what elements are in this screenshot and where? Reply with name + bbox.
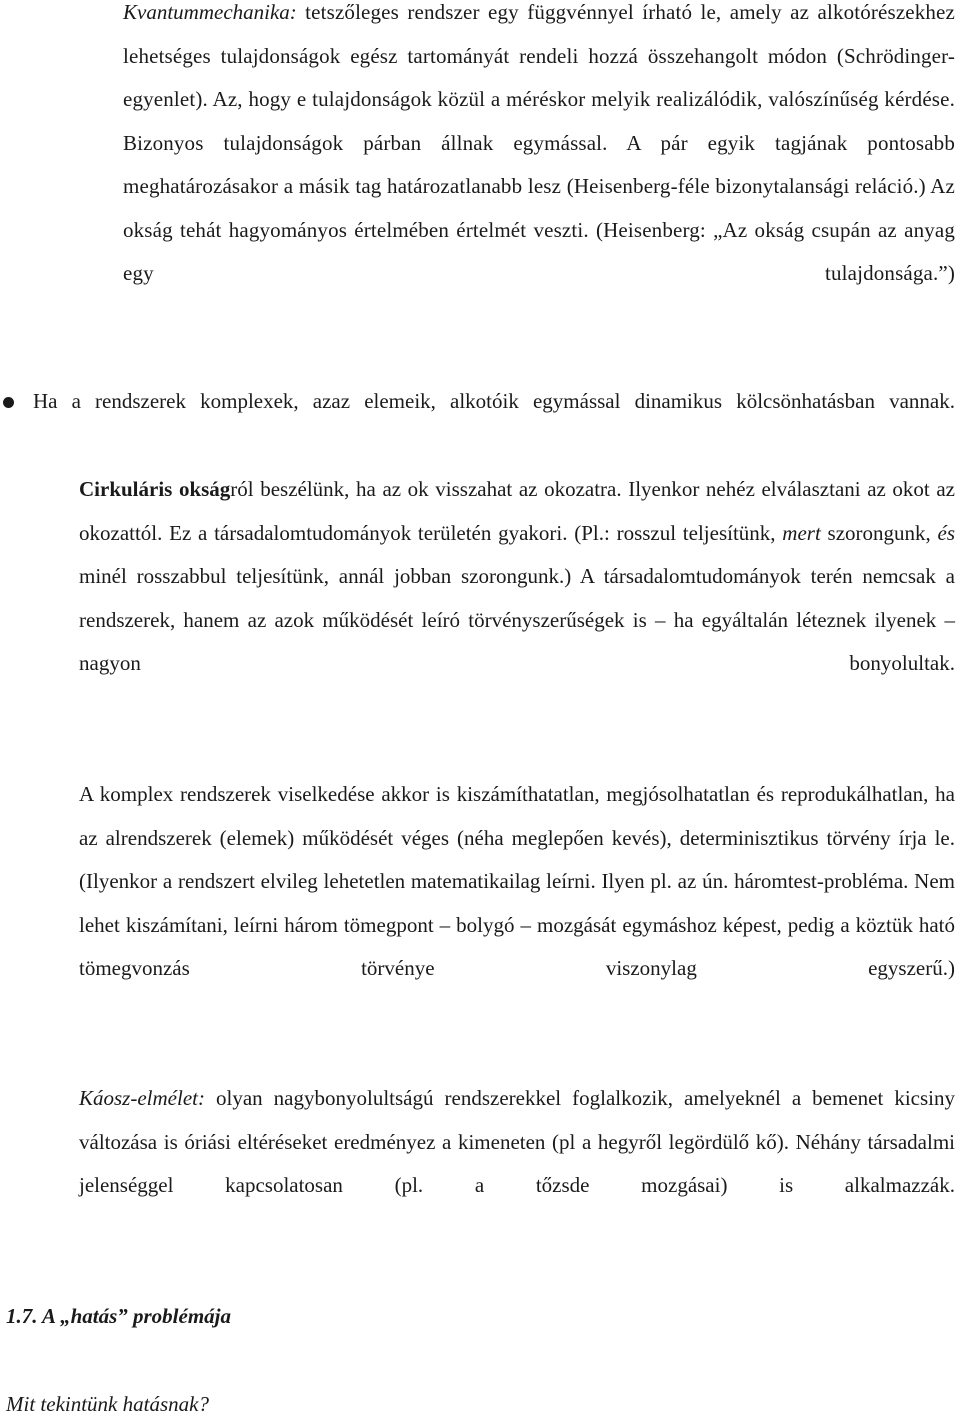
- quantum-mechanics-paragraph: [123, 0, 955, 339]
- circular-space: [172, 477, 179, 501]
- complex-text: A komplex rendszerek viselkedése akkor is kiszámíthatatlan, megjósolhatatlan és reprodukálhatlan, ha az alrendszerek (elemek) működését véges (néha meglepően kevés), determinisztikus törvény írja le. (Ilyenkor a rendszert elvileg lehetetlen matematikailag leírni. Ilyen pl. az ún. háromtest-probléma. Nem lehet kiszámítani, leírni három tömegpont – bolygó – mozgását egymáshoz képest, pedig a köztük ható tömegvonzás törvénye viszonylag egyszerű.): [79, 782, 955, 980]
- bullet-icon: [3, 397, 14, 408]
- chaos-theory-paragraph: [79, 1077, 955, 1251]
- circular-causality-paragraph: [79, 468, 955, 729]
- bullet-item-text: Ha a rendszerek komplexek, azaz elemeik, alkotóik egymással dinamikus kölcsönhatásban vannak.: [33, 389, 955, 413]
- circular-text-3: minél rosszabbul teljesítünk, annál jobban szorongunk.) A társadalomtudományok terén nemcsak a rendszerek, hanem az azok működését leíró törvényszerűségek is – ha egyáltalán léteznek ilyenek – nagyon bonyolultak.: [79, 564, 955, 675]
- circular-italic-mert: mert: [782, 520, 821, 545]
- section-question: Mit tekintünk hatásnak?: [6, 1392, 209, 1416]
- circular-term-1: Cirkuláris: [79, 477, 173, 501]
- complex-systems-paragraph: [79, 773, 955, 1034]
- bullet-item: [33, 380, 955, 467]
- circular-italic-es: és: [937, 520, 955, 545]
- chaos-text: olyan nagybonyolultságú rendszerekkel foglalkozik, amelyeknél a bemenet kicsiny változása is óriási eltéréseket eredményez a kimeneten (pl a hegyről legördülő kő). Néhány társadalmi jelenséggel kapcsolatosan (pl. a tőzsde mozgásai) is alkalmazzák.: [79, 1086, 955, 1197]
- quantum-term: Kvantummechanika:: [123, 0, 297, 24]
- circular-term-2: okság: [178, 477, 231, 501]
- circular-text-2: szorongunk,: [820, 520, 938, 545]
- circular-text-1: ról beszélünk, ha az ok visszahat az okozatra. Ilyenkor nehéz elválasztani az okot az okozattól. Ez a társadalomtudományok területén gyakori. (Pl.: rosszul teljesítünk,: [79, 477, 955, 545]
- section-heading: 1.7. A „hatás” problémája: [6, 1304, 232, 1328]
- chaos-term: Káosz-elmélet:: [79, 1086, 205, 1110]
- quantum-text: tetszőleges rendszer egy függvénnyel írható le, amely az alkotórészekhez lehetséges tulajdonságok egész tartományát rendeli hozzá összehangolt módon (Schrödinger-egyenlet). Az, hogy e tulajdonságok közül a méréskor melyik realizálódik, valószínűség kérdése. Bizonyos tulajdonságok párban állnak egymással. A pár egyik tagjának pontosabb meghatározásakor a másik tag határozatlanabb lesz (Heisenberg-féle bizonytalansági reláció.) Az okság tehát hagyományos értelmében értelmét veszti. (Heisenberg: „Az okság csupán az anyag egy tulajdonsága.”): [123, 0, 955, 285]
